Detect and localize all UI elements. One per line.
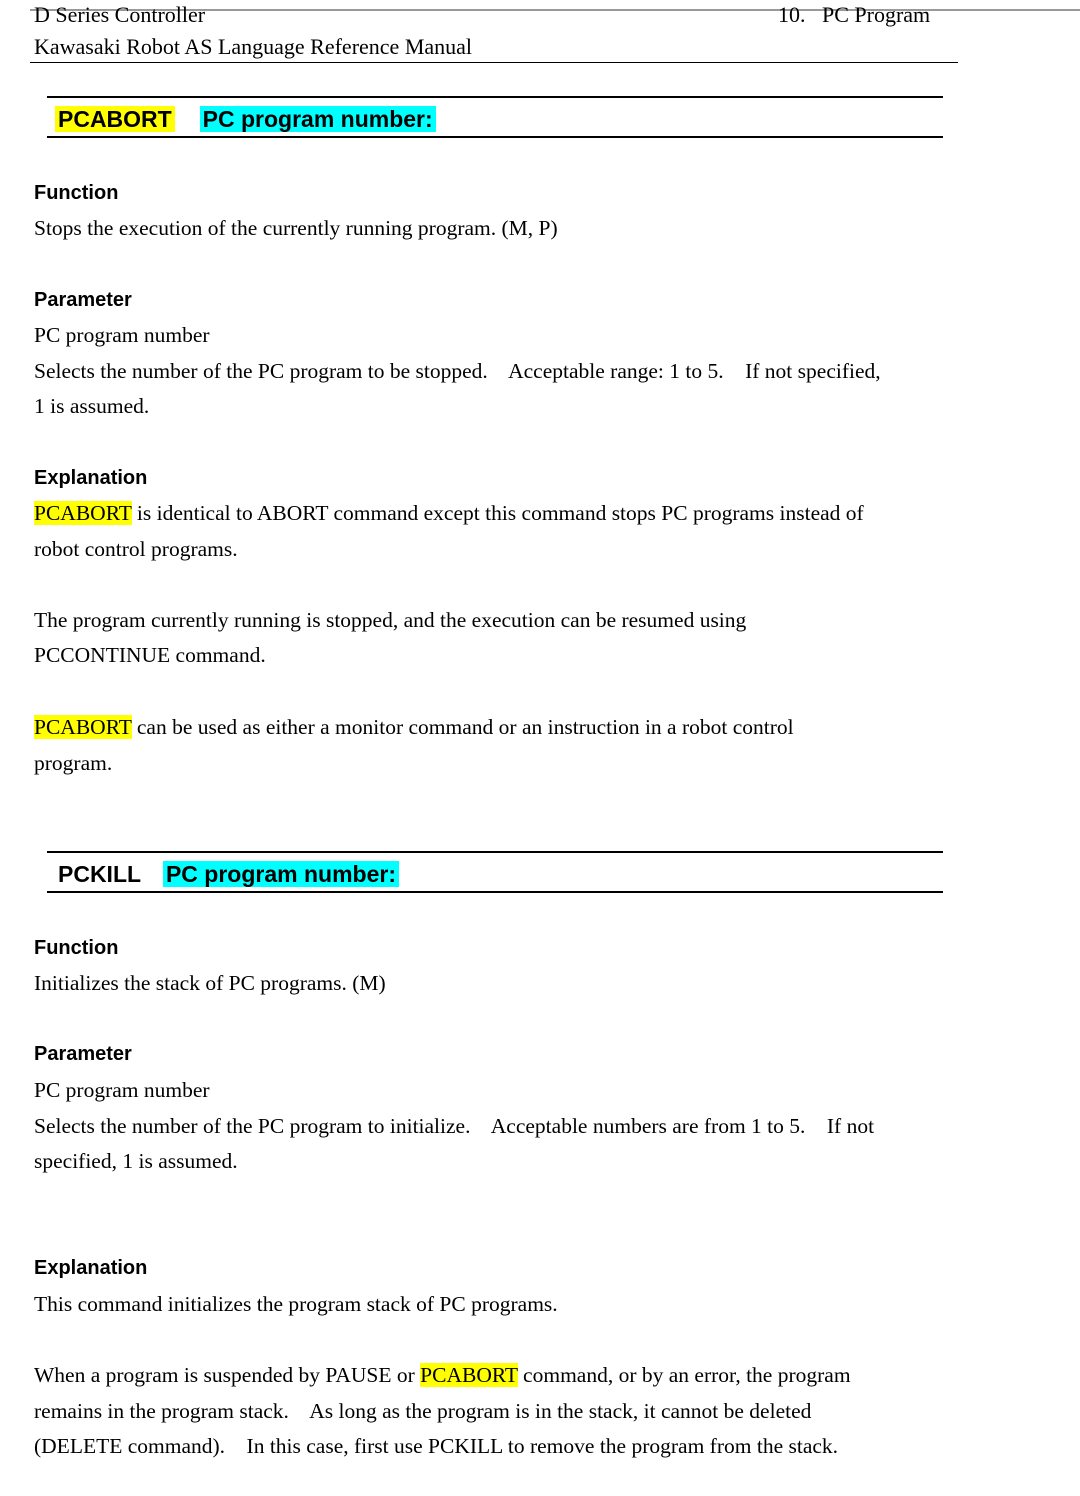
- pcabort-function-text: Stops the execution of the currently running program. (M, P): [34, 216, 558, 240]
- header-divider: [30, 62, 958, 63]
- pcabort-explanation-p1-line2: robot control programs.: [34, 537, 238, 561]
- pcabort-rule-bottom: [47, 136, 943, 138]
- pckill-explanation-p2-line1: [34, 1357, 974, 1393]
- pcabort-keyword-highlight: PCABORT: [420, 1363, 518, 1387]
- pckill-explanation-p2-line2: remains in the program stack. As long as the program is in the stack, it cannot be deleted: [34, 1399, 812, 1423]
- pcabort-explanation-p2-line2: PCCONTINUE command.: [34, 643, 266, 667]
- pcabort-explanation-p3-line2: program.: [34, 751, 113, 775]
- pcabort-param-label: PC program number:: [200, 106, 436, 132]
- pckill-explanation-p2-post: command, or by an error, the program: [517, 1363, 851, 1387]
- pckill-command-name: PCKILL: [58, 861, 142, 887]
- pcabort-parameter-name: PC program number: [34, 323, 210, 347]
- pckill-rule-top: [47, 851, 943, 853]
- pckill-explanation-p2-pre: When a program is suspended by PAUSE or: [34, 1363, 421, 1387]
- pckill-parameter-heading: Parameter: [34, 1043, 132, 1065]
- pckill-parameter-desc-line1: Selects the number of the PC program to initialize. Acceptable numbers are from 1 to 5. If not: [34, 1114, 875, 1138]
- pckill-function-heading: Function: [34, 937, 119, 959]
- pcabort-keyword-highlight: PCABORT: [34, 715, 132, 739]
- pckill-explanation-p2-line3: (DELETE command). In this case, first use PCKILL to remove the program from the stack.: [34, 1434, 839, 1458]
- pckill-parameter-desc-line2: specified, 1 is assumed.: [34, 1149, 238, 1173]
- pcabort-explanation-heading: Explanation: [34, 467, 148, 489]
- header-chapter: 10. PC Program: [778, 2, 931, 27]
- pcabort-explanation-p3-text: can be used as either a monitor command or an instruction in a robot control: [131, 715, 794, 739]
- pcabort-syntax: [55, 104, 436, 134]
- pcabort-parameter-desc-line1: Selects the number of the PC program to be stopped. Acceptable range: 1 to 5. If not specified,: [34, 359, 881, 383]
- header-series: D Series Controller: [34, 2, 206, 27]
- pcabort-rule-top: [47, 96, 943, 98]
- pcabort-explanation-p1-line1: [34, 495, 974, 531]
- pckill-param-label: PC program number:: [163, 861, 399, 887]
- pckill-syntax: [55, 859, 399, 889]
- pcabort-parameter-desc-line2: 1 is assumed.: [34, 394, 150, 418]
- pcabort-command-name: PCABORT: [55, 106, 175, 132]
- pckill-parameter-name: PC program number: [34, 1078, 210, 1102]
- header-manual-title: Kawasaki Robot AS Language Reference Manual: [34, 34, 473, 59]
- pcabort-explanation-p1-text: is identical to ABORT command except this command stops PC programs instead of: [131, 501, 864, 525]
- pcabort-keyword-highlight: PCABORT: [34, 501, 132, 525]
- pcabort-explanation-p2-line1: The program currently running is stopped, and the execution can be resumed using: [34, 608, 747, 632]
- pckill-function-text: Initializes the stack of PC programs. (M): [34, 971, 386, 995]
- pcabort-function-heading: Function: [34, 182, 119, 204]
- pckill-rule-bottom: [47, 891, 943, 893]
- pckill-explanation-heading: Explanation: [34, 1257, 148, 1279]
- pcabort-explanation-p3-line1: [34, 709, 974, 745]
- pcabort-parameter-heading: Parameter: [34, 289, 132, 311]
- pckill-explanation-p1-line1: This command initializes the program stack of PC programs.: [34, 1292, 558, 1316]
